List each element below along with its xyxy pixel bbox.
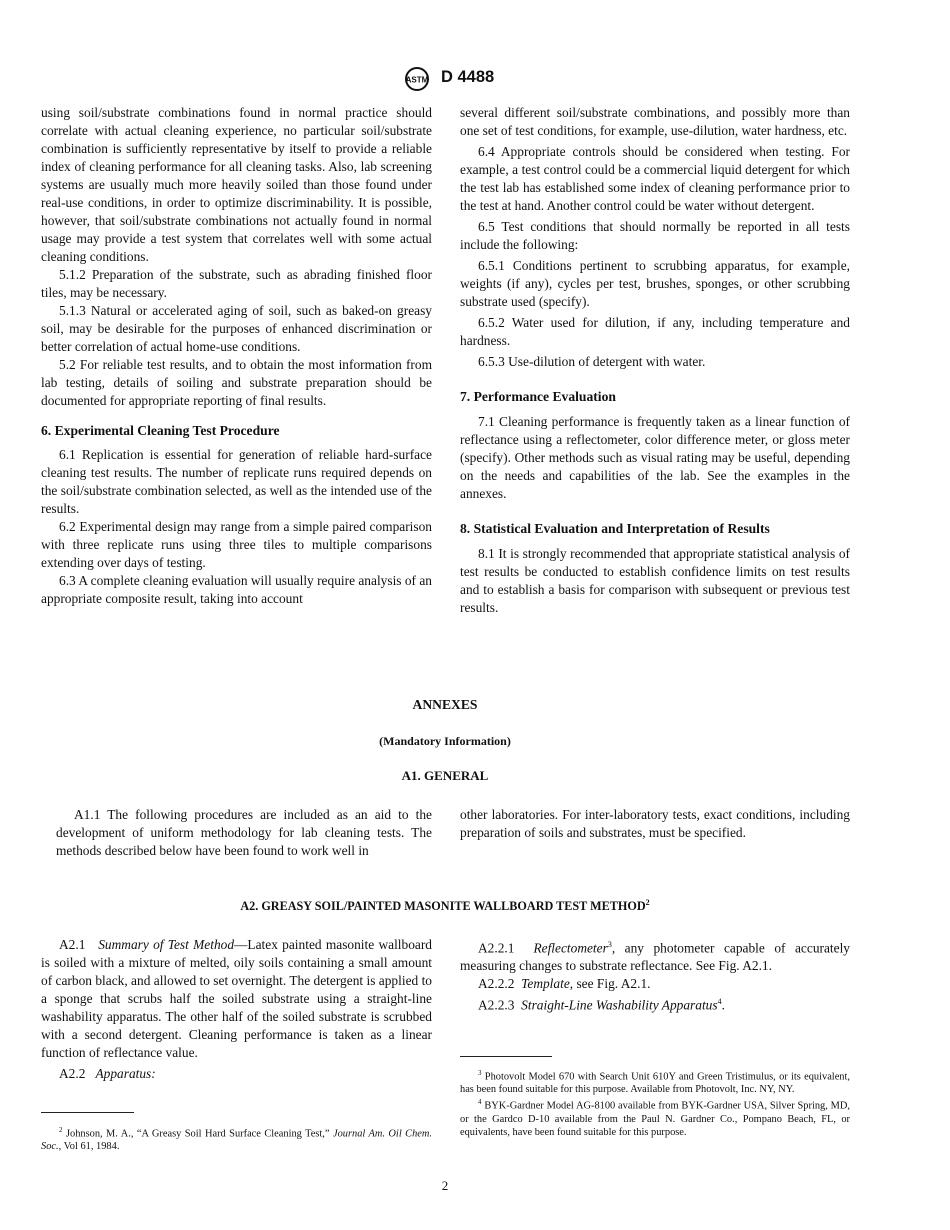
paragraph-6-3: 6.3 A complete cleaning evaluation will usually require analysis of an appropriate composite result, taking into account bbox=[41, 573, 432, 606]
astm-logo-icon bbox=[401, 65, 433, 93]
paragraph-5-1-3: 5.1.3 Natural or accelerated aging of soil, such as baked-on greasy soil, may be desirable for the purposes of enhanced discrimination or better correlation of actual home-use conditions. bbox=[41, 303, 432, 354]
footnote-3-number: 3 bbox=[478, 1069, 482, 1077]
paragraph-a2-2 bbox=[41, 1065, 432, 1083]
section-8-title: 8. Statistical Evaluation and Interpretation of Results bbox=[460, 521, 770, 536]
annexes-title: ANNEXES bbox=[412, 697, 478, 712]
a2-1-text: —Latex painted masonite wallboard is soiled with a mixture of melted, oily soils containing a small amount of carbon black, and allowed to set overnight. The detergent is applied to a sponge that scrubs half the soiled substrate using a straight-line washability apparatus. The other half of the soiled substrate is scrubbed with a second detergent. Cleaning performance is taken as a linear function of reflectance value. bbox=[41, 937, 433, 1060]
paragraph-7-1: 7.1 Cleaning performance is frequently taken as a linear function of reflectance using a reflectometer, color difference meter, or gloss meter (specify). Other methods such as visual rating may be useful, depending on the needs and capabilities of the lab. See the examples in the annexes. bbox=[460, 414, 850, 501]
a2-1-number: A2.1 bbox=[59, 937, 86, 952]
astm-logo bbox=[401, 65, 433, 93]
paragraph-6-3-continued: several different soil/substrate combinations, and possibly more than one set of test conditions, for example, use-dilution, water hardness, etc. bbox=[460, 105, 850, 138]
paragraph-a2-2-3 bbox=[460, 993, 850, 1014]
footnote-2-journal: Journal Am. Oil Chem. Soc. bbox=[41, 1128, 432, 1153]
footnote-2-number: 2 bbox=[59, 1126, 63, 1134]
a2-2-2-text: , see Fig. A2.1. bbox=[569, 976, 651, 992]
paragraph-a2-1 bbox=[41, 936, 432, 1062]
paragraph-a1-1-right: other laboratories. For inter-laboratory tests, exact conditions, including preparation of soils and substrates, must be specified. bbox=[460, 807, 850, 840]
svg-text:ASTM: ASTM bbox=[405, 75, 429, 85]
left-column bbox=[41, 104, 432, 608]
footnote-3 bbox=[460, 1067, 850, 1096]
footnote-ref-4: 4 bbox=[717, 997, 722, 1007]
footnote-2-text: Johnson, M. A., “A Greasy Soil Hard Surface Cleaning Test,” bbox=[65, 1128, 330, 1140]
paragraph-5-2: 5.2 For reliable test results, and to obtain the most information from lab testing, details of soiling and substrate preparation should be documented for appropriate reporting of final results. bbox=[41, 357, 432, 408]
page-number: 2 bbox=[441, 1178, 449, 1193]
paragraph-a2-2-1 bbox=[460, 936, 850, 975]
document-designation: D 4488 bbox=[441, 68, 495, 86]
a2-2-1-heading: Reflectometer bbox=[533, 940, 608, 956]
paragraph-6-4: 6.4 Appropriate controls should be considered when testing. For example, a test control could be a commercial liquid detergent for which the test lab has established some index of cleaning performance prior to the test at hand. Another control could be water without detergent. bbox=[460, 144, 850, 213]
section-7-title: 7. Performance Evaluation bbox=[460, 389, 616, 404]
footnote-ref-2: 2 bbox=[645, 898, 650, 907]
paragraph-5-1-1-continued: using soil/substrate combinations found in normal practice should correlate with actual cleaning experience, no particular soil/substrate combination is sufficiently representative by itself to provide a reliable index of cleaning performance for all cleaning tasks. Also, lab screening systems are usually much more heavily soiled than those found under real-use conditions, in order to optimize discriminability. It is possible, however, that soil/substrate combinations not actually found in normal usage may provide a test system that correlates well with some actual cleaning conditions. bbox=[41, 105, 432, 264]
paragraph-5-1-2: 5.1.2 Preparation of the substrate, such as abrading finished floor tiles, may be necessary. bbox=[41, 267, 432, 300]
a2-left-column bbox=[41, 936, 432, 1083]
a2-2-1-number: A2.2.1 bbox=[478, 940, 515, 956]
paragraph-6-5-2: 6.5.2 Water used for dilution, if any, including temperature and hardness. bbox=[460, 315, 850, 348]
footnote-4-number: 4 bbox=[478, 1098, 482, 1107]
a2-2-2-heading: Template bbox=[521, 976, 570, 992]
paragraph-a1-1-left: A1.1 The following procedures are included as an aid to the development of uniform methodology for lab cleaning tests. The methods described below have been found to work well in bbox=[56, 807, 432, 858]
footnote-2 bbox=[41, 1124, 432, 1153]
footnote-4 bbox=[460, 1096, 850, 1138]
footnote-2-rest: , Vol 61, 1984. bbox=[58, 1141, 120, 1153]
paragraph-6-1: 6.1 Replication is essential for generation of reliable hard-surface cleaning test results. The number of replicate runs required depends on the soil/substrate combination selected, as well as the intended use of the results. bbox=[41, 447, 432, 516]
a2-1-heading: Summary of Test Method bbox=[98, 937, 235, 952]
annexes-subtitle: (Mandatory Information) bbox=[379, 734, 511, 748]
a2-2-number: A2.2 bbox=[59, 1066, 86, 1081]
footnote-4-text: BYK-Gardner Model AG-8100 available from BYK-Gardner USA, Silver Spring, MD, or the Gardco D-10 available from the Paul N. Gardner Co., Pompano Beach, FL, or equivalents, have been found suitable for this purpose. bbox=[460, 1100, 850, 1138]
paragraph-8-1: 8.1 It is strongly recommended that appropriate statistical analysis of test results be conducted to establish confidence limits on test results and to establish a basis for comparison with subsequent or previous test results. bbox=[460, 546, 850, 615]
right-column bbox=[460, 104, 850, 617]
paragraph-a2-2-2 bbox=[460, 975, 850, 993]
paragraph-6-2: 6.2 Experimental design may range from a simple paired comparison with three replicate runs using three tiles to multiple comparisons extending over days of testing. bbox=[41, 519, 432, 570]
paragraph-6-5-3: 6.5.3 Use-dilution of detergent with water. bbox=[478, 354, 706, 369]
footnote-rule-left bbox=[41, 1112, 134, 1113]
section-6-title: 6. Experimental Cleaning Test Procedure bbox=[41, 423, 280, 438]
annex-a1-title: A1. GENERAL bbox=[401, 768, 489, 783]
a2-2-3-text: . bbox=[721, 997, 725, 1013]
footnote-3-text: Photovolt Model 670 with Search Unit 610Y and Green Tristimulus, or its equivalent, has been found suitable for this purpose. Available from Photovolt, Inc. NY, NY. bbox=[460, 1071, 850, 1096]
footnote-rule-right bbox=[460, 1056, 552, 1057]
footnote-ref-3: 3 bbox=[607, 940, 612, 949]
a2-2-2-number: A2.2.2 bbox=[478, 976, 515, 992]
footnotes-right bbox=[460, 1067, 850, 1139]
a2-2-3-number: A2.2.3 bbox=[478, 997, 515, 1013]
a2-2-1-text: , any photometer capable of accurately measuring changes to substrate reflectance. See Fig. A2.1. bbox=[460, 940, 850, 974]
annex-a2-title bbox=[0, 898, 890, 914]
a2-2-heading: Apparatus: bbox=[95, 1066, 156, 1081]
a2-right-column bbox=[460, 936, 850, 1015]
paragraph-6-5: 6.5 Test conditions that should normally be reported in all tests include the following: bbox=[460, 219, 850, 252]
annex-a2-title-text: A2. GREASY SOIL/PAINTED MASONITE WALLBOARD TEST METHOD bbox=[240, 899, 646, 914]
a2-2-3-heading: Straight-Line Washability Apparatus bbox=[521, 997, 718, 1013]
paragraph-6-5-1: 6.5.1 Conditions pertinent to scrubbing apparatus, for example, weights (if any), cycles per test, brushes, sponges, or other scrubbing substrate used (specify). bbox=[460, 258, 850, 309]
